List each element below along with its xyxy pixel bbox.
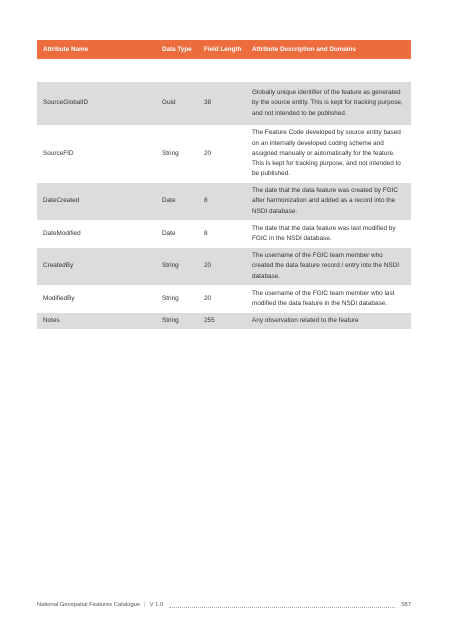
row-field-length: 8 (204, 229, 208, 237)
header-field-length: Field Length (204, 46, 242, 53)
table-row (37, 126, 411, 183)
row-data-type: Date (162, 197, 176, 205)
row-field-length: 38 (204, 99, 212, 107)
row-attribute-name: Notes (43, 316, 60, 324)
table-header (37, 40, 411, 59)
header-attribute-name: Attribute Name (43, 46, 89, 53)
row-description: The date that the data feature was last modified by FGIC in the NSDI database. (252, 224, 396, 242)
row-field-length: 20 (204, 294, 212, 302)
table-row (37, 313, 411, 330)
attribute-table (37, 40, 411, 330)
table-row (37, 248, 411, 286)
footer-separator: | (144, 602, 146, 608)
row-field-length: 8 (204, 197, 208, 205)
page-number: 587 (401, 602, 411, 608)
table-row (37, 183, 411, 221)
table-row (37, 221, 411, 248)
row-attribute-name: ModifiedBy (43, 294, 75, 302)
row-data-type: String (162, 316, 179, 324)
header-data-type: Data Type (162, 46, 192, 53)
row-attribute-name: DateModified (43, 229, 81, 237)
footer-title: National Geospatial Features Catalogue (37, 602, 141, 608)
table-row (37, 82, 411, 126)
footer-dot-leader (169, 602, 395, 608)
row-description: Any observation related to the feature (252, 316, 359, 324)
row-field-length: 20 (204, 262, 212, 270)
row-attribute-name: SourceGlobalID (43, 99, 89, 107)
row-attribute-name: DateCreated (43, 197, 80, 205)
row-data-type: Guid (162, 99, 176, 107)
row-field-length: 255 (204, 316, 215, 324)
row-description: The Feature Code developed by source entity based on an internally developed coding scheme and assigned manually or automatically for the feature. This is kept for tracking purpose, and not intended to be published. (252, 129, 401, 178)
row-attribute-name: CreatedBy (43, 262, 74, 270)
row-data-type: String (162, 149, 179, 157)
row-data-type: String (162, 294, 179, 302)
row-data-type: Date (162, 229, 176, 237)
row-description: The date that the data feature was created by FGIC after harmonization and added as a record into the NSDI database. (252, 187, 399, 215)
row-attribute-name: SourceFID (43, 149, 74, 157)
row-description: Globally unique identifier of the feature as generated by the source entity. This is kept for tracking purpose, and not intended to be published. (252, 89, 403, 117)
footer-version: V 1.0 (149, 602, 164, 608)
header-description: Attribute Description and Domains (252, 46, 356, 53)
header-spacer (37, 59, 411, 82)
page-footer (37, 600, 411, 610)
row-description: The username of the FGIC team member who created the data feature record / entry into the NSDI database. (252, 252, 400, 280)
row-data-type: String (162, 262, 179, 270)
table-row (37, 286, 411, 313)
row-field-length: 20 (204, 149, 212, 157)
row-description: The username of the FGIC team member who last modified the data feature in the NSDI database. (252, 289, 395, 307)
